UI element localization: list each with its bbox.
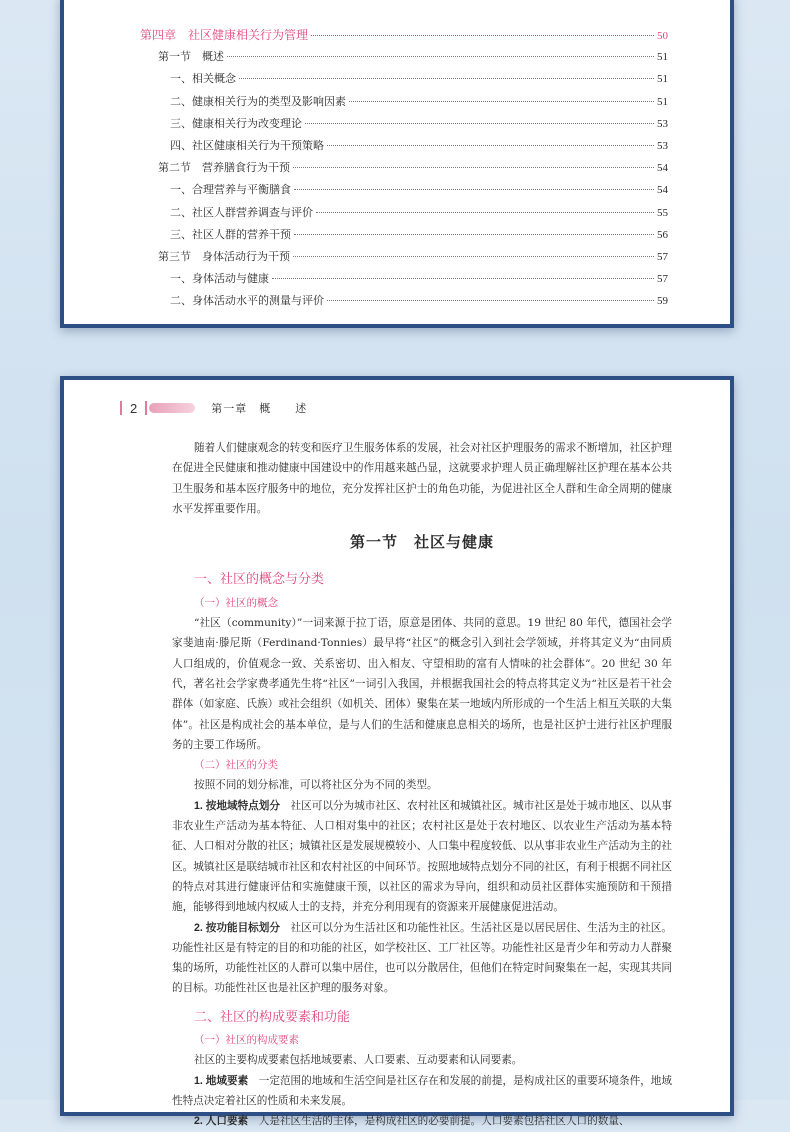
toc-page-number: 54 <box>657 162 668 175</box>
toc-row-item <box>140 93 668 115</box>
toc-leader-dots <box>294 234 654 235</box>
toc-title: 第一节 概述 <box>158 50 224 64</box>
text-by-function: 社区可以分为生活社区和功能性社区。生活社区是以居民居住、生活为主的社区。功能性社区是有特定的目的和功能的社区，如学校社区、工厂社区等。功能性社区是青少年和劳动力人群聚集的场所，功能性社区的人群可以集中居住，也可以分散居住，但他们在特定时间聚集在一起，实现其共同的目标。功能性社区也是社区护理的服务对象。 <box>172 921 672 995</box>
text-region-element: 一定范围的地域和生活空间是社区存在和发展的前提，是构成社区的重要环境条件，地域性特点决定着社区的性质和未来发展。 <box>172 1074 673 1107</box>
toc-title: 第四章 社区健康相关行为管理 <box>140 28 309 42</box>
subheading-elements: （一）社区的构成要素 <box>194 1034 299 1047</box>
toc-leader-dots <box>272 278 654 279</box>
toc-page-number: 50 <box>657 30 668 42</box>
paragraph-classification-intro: 按照不同的划分标准，可以将社区分为不同的类型。 <box>194 779 438 792</box>
toc-leader-dots <box>293 167 654 168</box>
toc-row-section <box>140 248 668 270</box>
toc-leader-dots <box>311 35 654 36</box>
toc-title: 第三节 身体活动行为干预 <box>158 249 290 263</box>
toc-title: 第二节 营养膳食行为干预 <box>158 161 290 175</box>
toc-leader-dots <box>327 300 654 301</box>
toc-page-number: 59 <box>657 295 668 308</box>
toc-title: 三、社区人群的营养干预 <box>170 227 291 241</box>
header-ornament <box>149 403 195 413</box>
toc-page-number: 57 <box>657 273 668 286</box>
toc-title: 二、健康相关行为的类型及影响因素 <box>170 94 346 108</box>
section-title: 第一节 社区与健康 <box>349 534 494 552</box>
header-bar-left <box>120 401 122 415</box>
toc-title: 二、身体活动水平的测量与评价 <box>170 294 324 308</box>
toc-title: 一、身体活动与健康 <box>170 272 269 286</box>
toc-row-section <box>140 48 668 70</box>
toc-row-chapter <box>140 26 668 48</box>
heading-community-concept-classification: 一、社区的概念与分类 <box>194 571 325 587</box>
toc-page-number: 51 <box>657 51 668 64</box>
paragraph-concept: “社区（community）”一词来源于拉丁语，原意是团体、共同的意思。19 世纪 80 年代，德国社会学家斐迪南·滕尼斯（Ferdinand·Tonnies）最早将“社区”的概念引入到社会学领域，并将其定义为“由同质人口组成的，价值观念一致、关系密切、出入相友、守望相助的富有人情味的社会群体”。20 世纪 30 年代，著名社会学家费孝通先生将“社区”一词引入我国，并根据我国社会的特点将其定义为“社区是若干社会群体（如家庭、氏族）或社会组织（如机关、团体）聚集在某一地域内所形成的一个生活上相互关联的大集体”。社区是构成社会的基本单位，是与人们的生活和健康息息相关的场所，也是社区护士进行社区护理服务的主要工作场所。 <box>172 617 672 751</box>
running-header <box>120 398 307 418</box>
toc-leader-dots <box>349 101 654 102</box>
toc-row-item <box>140 270 668 292</box>
heading-community-elements: 二、社区的构成要素和功能 <box>194 1008 351 1024</box>
toc-leader-dots <box>294 189 654 190</box>
header-bar-right <box>145 401 147 415</box>
toc-leader-dots <box>227 56 654 57</box>
paragraph-by-region <box>172 796 672 918</box>
toc-page-number: 56 <box>657 228 668 241</box>
paragraph-population-element <box>172 1111 672 1131</box>
lead-by-region: 1. 按地域特点划分 <box>194 799 280 812</box>
subheading-classification: （二）社区的分类 <box>194 759 278 772</box>
toc-title: 一、相关概念 <box>170 72 236 86</box>
toc-leader-dots <box>316 212 654 213</box>
toc-row-item <box>140 137 668 159</box>
subheading-concept: （一）社区的概念 <box>194 596 278 609</box>
toc-row-item <box>140 292 668 314</box>
toc-page-number: 55 <box>657 206 668 219</box>
paragraph-elements-intro: 社区的主要构成要素包括地域要素、人口要素、互动要素和认同要素。 <box>194 1054 523 1067</box>
toc-leader-dots <box>239 78 654 79</box>
chapter-title: 第一章 概 述 <box>211 403 308 415</box>
toc-leader-dots <box>305 123 654 124</box>
toc-row-item <box>140 226 668 248</box>
lead-population-element: 2. 人口要素 <box>194 1115 249 1128</box>
toc-page-number: 54 <box>657 184 668 197</box>
toc-title: 一、合理营养与平衡膳食 <box>170 183 291 197</box>
page-number: 2 <box>130 400 138 416</box>
page-body <box>172 438 672 1132</box>
toc-title: 四、社区健康相关行为干预策略 <box>170 138 324 152</box>
toc-title: 三、健康相关行为改变理论 <box>170 116 302 130</box>
toc-row-section <box>140 159 668 181</box>
toc-page-number: 51 <box>657 73 668 86</box>
toc-leader-dots <box>327 145 654 146</box>
intro-paragraph: 随着人们健康观念的转变和医疗卫生服务体系的发展，社会对社区护理服务的需求不断增加，社区护理在促进全民健康和推动健康中国建设中的作用越来越凸显，这就要求护理人员正确理解社区护理在基本公共卫生服务和基本医疗服务中的地位，充分发挥社区护士的角色功能，为促进社区全人群和生命全周期的健康水平发挥重要作用。 <box>172 442 672 515</box>
paragraph-region-element <box>172 1071 672 1112</box>
toc-page-number: 51 <box>657 95 668 108</box>
text-by-region: 社区可以分为城市社区、农村社区和城镇社区。城市社区是处于城市地区、以从事非农业生产活动为基本特征、人口相对集中的社区；农村社区是处于农村地区、以农业生产活动为基本特征、人口相对分散的社区；城镇社区是发展规模较小、人口集中程度较低、以从事非农业生产活动为主的社区。城镇社区是联结城市社区和农村社区的中间环节。按照地域特点划分不同的社区，有利于根据不同社区的特点对其进行健康评估和实施健康干预，以社区的需求为导向，组织和动员社区群体实施预防和干预措施，能够得到地域内权威人士的支持，并充分利用现有的资源来开展健康促进活动。 <box>172 799 672 914</box>
lead-by-function: 2. 按功能目标划分 <box>194 921 280 934</box>
toc-leader-dots <box>293 256 654 257</box>
text-population-element: 人是社区生活的主体，是构成社区的必要前提。人口要素包括社区人口的数量、 <box>248 1115 630 1128</box>
toc-row-item <box>140 115 668 137</box>
toc-row-item <box>140 70 668 92</box>
paragraph-by-function <box>172 918 672 999</box>
toc-page-number: 53 <box>657 117 668 130</box>
lead-region-element: 1. 地域要素 <box>194 1074 249 1087</box>
toc-row-item <box>140 181 668 203</box>
toc-page-number: 53 <box>657 139 668 152</box>
table-of-contents <box>140 26 668 314</box>
content-page <box>60 376 734 1128</box>
toc-title: 二、社区人群营养调查与评价 <box>170 205 313 219</box>
toc-page-number: 57 <box>657 250 668 263</box>
toc-page <box>60 0 734 328</box>
toc-row-item <box>140 204 668 226</box>
